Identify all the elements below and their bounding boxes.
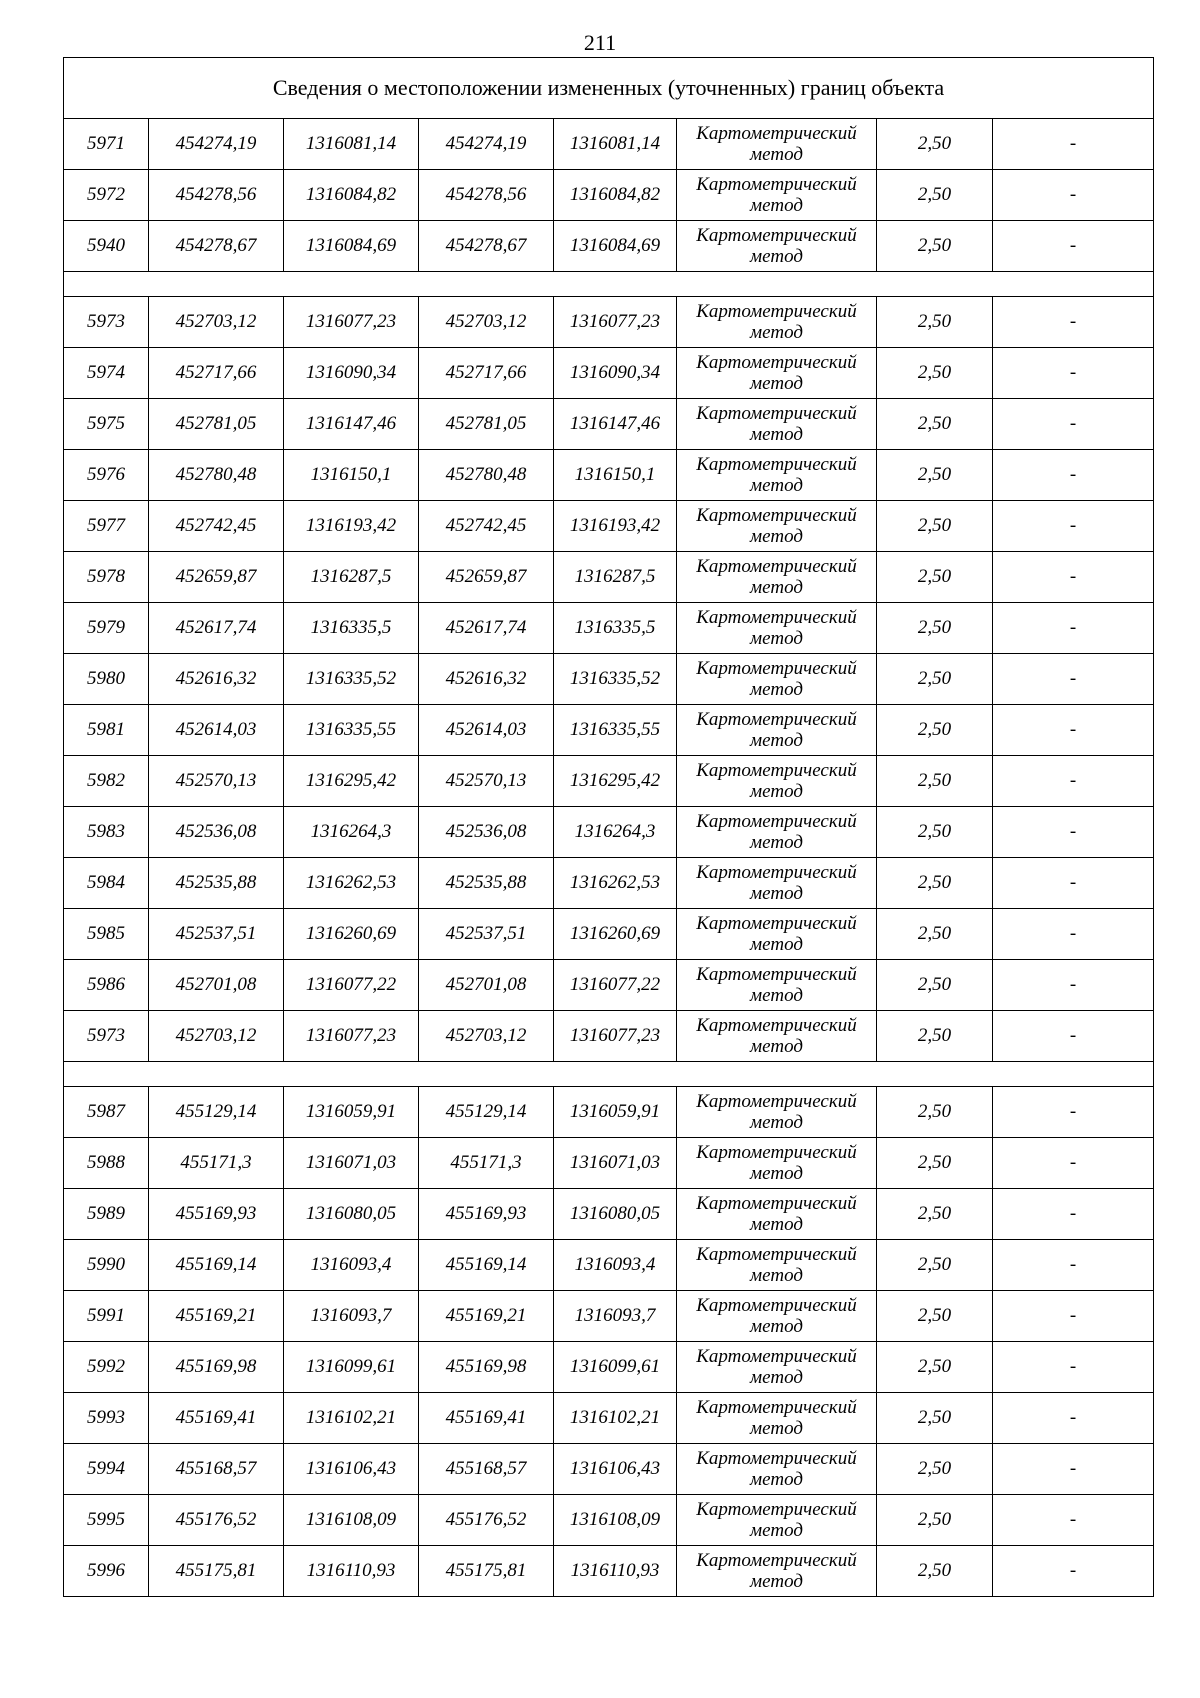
x-new-cell: 452535,88 [419, 858, 554, 909]
method-cell: Картометрический метод [677, 1495, 877, 1546]
method-cell: Картометрический метод [677, 450, 877, 501]
table-row [64, 603, 1154, 654]
y-new-cell: 1316077,23 [554, 297, 677, 348]
y-existing-cell: 1316084,69 [284, 221, 419, 272]
accuracy-cell: 2,50 [877, 1087, 993, 1138]
table-row [64, 1138, 1154, 1189]
x-existing-cell: 455169,93 [149, 1189, 284, 1240]
method-cell: Картометрический метод [677, 807, 877, 858]
note-cell: - [993, 1011, 1154, 1062]
x-new-cell: 455129,14 [419, 1087, 554, 1138]
note-cell: - [993, 1393, 1154, 1444]
method-cell: Картометрический метод [677, 603, 877, 654]
x-existing-cell: 454278,56 [149, 170, 284, 221]
contour-separator-row [64, 1062, 1154, 1087]
y-existing-cell: 1316106,43 [284, 1444, 419, 1495]
x-existing-cell: 452535,88 [149, 858, 284, 909]
x-existing-cell: 452659,87 [149, 552, 284, 603]
y-new-cell: 1316080,05 [554, 1189, 677, 1240]
x-new-cell: 455169,93 [419, 1189, 554, 1240]
x-existing-cell: 452536,08 [149, 807, 284, 858]
y-existing-cell: 1316335,5 [284, 603, 419, 654]
table-row [64, 221, 1154, 272]
method-cell: Картометрический метод [677, 1138, 877, 1189]
point-number-cell: 5980 [64, 654, 149, 705]
accuracy-cell: 2,50 [877, 756, 993, 807]
y-existing-cell: 1316099,61 [284, 1342, 419, 1393]
method-cell: Картометрический метод [677, 170, 877, 221]
y-existing-cell: 1316262,53 [284, 858, 419, 909]
y-existing-cell: 1316260,69 [284, 909, 419, 960]
note-cell: - [993, 1342, 1154, 1393]
x-existing-cell: 452717,66 [149, 348, 284, 399]
x-new-cell: 452617,74 [419, 603, 554, 654]
table-row [64, 297, 1154, 348]
accuracy-cell: 2,50 [877, 1189, 993, 1240]
accuracy-cell: 2,50 [877, 399, 993, 450]
accuracy-cell: 2,50 [877, 1495, 993, 1546]
method-cell: Картометрический метод [677, 960, 877, 1011]
x-existing-cell: 452617,74 [149, 603, 284, 654]
x-existing-cell: 452781,05 [149, 399, 284, 450]
accuracy-cell: 2,50 [877, 119, 993, 170]
y-new-cell: 1316090,34 [554, 348, 677, 399]
note-cell: - [993, 1087, 1154, 1138]
y-new-cell: 1316093,4 [554, 1240, 677, 1291]
x-new-cell: 452570,13 [419, 756, 554, 807]
table-row [64, 1393, 1154, 1444]
point-number-cell: 5976 [64, 450, 149, 501]
y-new-cell: 1316147,46 [554, 399, 677, 450]
note-cell: - [993, 170, 1154, 221]
y-new-cell: 1316110,93 [554, 1546, 677, 1597]
point-number-cell: 5978 [64, 552, 149, 603]
x-existing-cell: 452570,13 [149, 756, 284, 807]
y-new-cell: 1316335,52 [554, 654, 677, 705]
note-cell: - [993, 960, 1154, 1011]
x-existing-cell: 452701,08 [149, 960, 284, 1011]
boundary-coordinates-table [63, 57, 1154, 1597]
accuracy-cell: 2,50 [877, 654, 993, 705]
x-new-cell: 455169,14 [419, 1240, 554, 1291]
table-row [64, 1189, 1154, 1240]
x-existing-cell: 452742,45 [149, 501, 284, 552]
accuracy-cell: 2,50 [877, 450, 993, 501]
note-cell: - [993, 399, 1154, 450]
note-cell: - [993, 297, 1154, 348]
accuracy-cell: 2,50 [877, 807, 993, 858]
accuracy-cell: 2,50 [877, 1291, 993, 1342]
table-row [64, 170, 1154, 221]
method-cell: Картометрический метод [677, 501, 877, 552]
point-number-cell: 5984 [64, 858, 149, 909]
method-cell: Картометрический метод [677, 399, 877, 450]
x-new-cell: 452614,03 [419, 705, 554, 756]
y-new-cell: 1316093,7 [554, 1291, 677, 1342]
method-cell: Картометрический метод [677, 1011, 877, 1062]
y-existing-cell: 1316090,34 [284, 348, 419, 399]
table-row [64, 654, 1154, 705]
accuracy-cell: 2,50 [877, 909, 993, 960]
point-number-cell: 5971 [64, 119, 149, 170]
x-existing-cell: 452780,48 [149, 450, 284, 501]
x-new-cell: 452537,51 [419, 909, 554, 960]
x-new-cell: 452781,05 [419, 399, 554, 450]
note-cell: - [993, 858, 1154, 909]
y-existing-cell: 1316080,05 [284, 1189, 419, 1240]
table-caption: Сведения о местоположении измененных (уточненных) границ объекта [64, 58, 1154, 119]
y-existing-cell: 1316093,7 [284, 1291, 419, 1342]
x-new-cell: 452701,08 [419, 960, 554, 1011]
note-cell: - [993, 1444, 1154, 1495]
note-cell: - [993, 1240, 1154, 1291]
accuracy-cell: 2,50 [877, 1393, 993, 1444]
note-cell: - [993, 552, 1154, 603]
method-cell: Картометрический метод [677, 1546, 877, 1597]
x-new-cell: 455176,52 [419, 1495, 554, 1546]
y-existing-cell: 1316287,5 [284, 552, 419, 603]
note-cell: - [993, 1495, 1154, 1546]
accuracy-cell: 2,50 [877, 705, 993, 756]
y-existing-cell: 1316335,52 [284, 654, 419, 705]
x-new-cell: 452536,08 [419, 807, 554, 858]
table-row [64, 399, 1154, 450]
method-cell: Картометрический метод [677, 1087, 877, 1138]
y-new-cell: 1316262,53 [554, 858, 677, 909]
point-number-cell: 5988 [64, 1138, 149, 1189]
accuracy-cell: 2,50 [877, 1011, 993, 1062]
note-cell: - [993, 654, 1154, 705]
y-existing-cell: 1316335,55 [284, 705, 419, 756]
x-new-cell: 452703,12 [419, 297, 554, 348]
x-existing-cell: 452703,12 [149, 297, 284, 348]
x-new-cell: 454274,19 [419, 119, 554, 170]
point-number-cell: 5991 [64, 1291, 149, 1342]
x-existing-cell: 455171,3 [149, 1138, 284, 1189]
y-existing-cell: 1316193,42 [284, 501, 419, 552]
method-cell: Картометрический метод [677, 221, 877, 272]
table-row [64, 119, 1154, 170]
y-new-cell: 1316287,5 [554, 552, 677, 603]
note-cell: - [993, 348, 1154, 399]
y-new-cell: 1316108,09 [554, 1495, 677, 1546]
y-new-cell: 1316102,21 [554, 1393, 677, 1444]
point-number-cell: 5974 [64, 348, 149, 399]
y-new-cell: 1316260,69 [554, 909, 677, 960]
method-cell: Картометрический метод [677, 909, 877, 960]
x-new-cell: 452717,66 [419, 348, 554, 399]
x-new-cell: 455169,41 [419, 1393, 554, 1444]
table-row [64, 1240, 1154, 1291]
method-cell: Картометрический метод [677, 348, 877, 399]
x-existing-cell: 454274,19 [149, 119, 284, 170]
table-row [64, 1291, 1154, 1342]
note-cell: - [993, 1291, 1154, 1342]
y-new-cell: 1316335,5 [554, 603, 677, 654]
x-existing-cell: 452703,12 [149, 1011, 284, 1062]
method-cell: Картометрический метод [677, 1393, 877, 1444]
method-cell: Картометрический метод [677, 1240, 877, 1291]
x-existing-cell: 455176,52 [149, 1495, 284, 1546]
accuracy-cell: 2,50 [877, 603, 993, 654]
table-row [64, 348, 1154, 399]
method-cell: Картометрический метод [677, 1342, 877, 1393]
x-existing-cell: 455169,21 [149, 1291, 284, 1342]
table-row [64, 450, 1154, 501]
point-number-cell: 5975 [64, 399, 149, 450]
note-cell: - [993, 119, 1154, 170]
x-new-cell: 455175,81 [419, 1546, 554, 1597]
table-row [64, 1342, 1154, 1393]
y-new-cell: 1316099,61 [554, 1342, 677, 1393]
method-cell: Картометрический метод [677, 705, 877, 756]
y-existing-cell: 1316108,09 [284, 1495, 419, 1546]
y-new-cell: 1316071,03 [554, 1138, 677, 1189]
y-existing-cell: 1316150,1 [284, 450, 419, 501]
y-new-cell: 1316193,42 [554, 501, 677, 552]
y-existing-cell: 1316264,3 [284, 807, 419, 858]
point-number-cell: 5992 [64, 1342, 149, 1393]
point-number-cell: 5973 [64, 1011, 149, 1062]
x-new-cell: 455169,21 [419, 1291, 554, 1342]
note-cell: - [993, 450, 1154, 501]
x-new-cell: 452742,45 [419, 501, 554, 552]
x-existing-cell: 455169,14 [149, 1240, 284, 1291]
accuracy-cell: 2,50 [877, 221, 993, 272]
point-number-cell: 5986 [64, 960, 149, 1011]
method-cell: Картометрический метод [677, 119, 877, 170]
point-number-cell: 5995 [64, 1495, 149, 1546]
y-new-cell: 1316335,55 [554, 705, 677, 756]
y-new-cell: 1316081,14 [554, 119, 677, 170]
note-cell: - [993, 221, 1154, 272]
method-cell: Картометрический метод [677, 552, 877, 603]
table-row [64, 807, 1154, 858]
y-existing-cell: 1316077,23 [284, 297, 419, 348]
x-new-cell: 454278,56 [419, 170, 554, 221]
page-number: 211 [583, 30, 617, 55]
x-existing-cell: 455169,98 [149, 1342, 284, 1393]
y-existing-cell: 1316295,42 [284, 756, 419, 807]
table-row [64, 1546, 1154, 1597]
point-number-cell: 5983 [64, 807, 149, 858]
y-new-cell: 1316150,1 [554, 450, 677, 501]
x-new-cell: 452703,12 [419, 1011, 554, 1062]
y-new-cell: 1316106,43 [554, 1444, 677, 1495]
method-cell: Картометрический метод [677, 756, 877, 807]
table-row [64, 1087, 1154, 1138]
accuracy-cell: 2,50 [877, 348, 993, 399]
y-new-cell: 1316059,91 [554, 1087, 677, 1138]
x-new-cell: 455171,3 [419, 1138, 554, 1189]
accuracy-cell: 2,50 [877, 552, 993, 603]
point-number-cell: 5987 [64, 1087, 149, 1138]
table-row [64, 960, 1154, 1011]
y-existing-cell: 1316084,82 [284, 170, 419, 221]
point-number-cell: 5979 [64, 603, 149, 654]
y-existing-cell: 1316077,22 [284, 960, 419, 1011]
x-existing-cell: 455175,81 [149, 1546, 284, 1597]
point-number-cell: 5977 [64, 501, 149, 552]
accuracy-cell: 2,50 [877, 297, 993, 348]
point-number-cell: 5982 [64, 756, 149, 807]
y-existing-cell: 1316071,03 [284, 1138, 419, 1189]
note-cell: - [993, 501, 1154, 552]
accuracy-cell: 2,50 [877, 1240, 993, 1291]
table-row [64, 909, 1154, 960]
contour-separator-row [64, 272, 1154, 297]
accuracy-cell: 2,50 [877, 1546, 993, 1597]
x-existing-cell: 452616,32 [149, 654, 284, 705]
note-cell: - [993, 603, 1154, 654]
point-number-cell: 5990 [64, 1240, 149, 1291]
method-cell: Картометрический метод [677, 1444, 877, 1495]
x-new-cell: 455169,98 [419, 1342, 554, 1393]
method-cell: Картометрический метод [677, 297, 877, 348]
point-number-cell: 5981 [64, 705, 149, 756]
table-row [64, 756, 1154, 807]
x-new-cell: 454278,67 [419, 221, 554, 272]
y-existing-cell: 1316081,14 [284, 119, 419, 170]
note-cell: - [993, 1189, 1154, 1240]
note-cell: - [993, 1546, 1154, 1597]
x-existing-cell: 452614,03 [149, 705, 284, 756]
y-new-cell: 1316084,82 [554, 170, 677, 221]
point-number-cell: 5940 [64, 221, 149, 272]
accuracy-cell: 2,50 [877, 858, 993, 909]
y-existing-cell: 1316093,4 [284, 1240, 419, 1291]
y-new-cell: 1316264,3 [554, 807, 677, 858]
y-new-cell: 1316295,42 [554, 756, 677, 807]
x-new-cell: 452780,48 [419, 450, 554, 501]
method-cell: Картометрический метод [677, 654, 877, 705]
point-number-cell: 5973 [64, 297, 149, 348]
y-new-cell: 1316084,69 [554, 221, 677, 272]
point-number-cell: 5972 [64, 170, 149, 221]
table-row [64, 552, 1154, 603]
y-existing-cell: 1316110,93 [284, 1546, 419, 1597]
table-row [64, 1444, 1154, 1495]
x-existing-cell: 455168,57 [149, 1444, 284, 1495]
y-new-cell: 1316077,22 [554, 960, 677, 1011]
y-existing-cell: 1316077,23 [284, 1011, 419, 1062]
y-existing-cell: 1316147,46 [284, 399, 419, 450]
x-new-cell: 452659,87 [419, 552, 554, 603]
note-cell: - [993, 1138, 1154, 1189]
accuracy-cell: 2,50 [877, 1444, 993, 1495]
method-cell: Картометрический метод [677, 1291, 877, 1342]
method-cell: Картометрический метод [677, 858, 877, 909]
table-row [64, 858, 1154, 909]
accuracy-cell: 2,50 [877, 501, 993, 552]
x-existing-cell: 455169,41 [149, 1393, 284, 1444]
point-number-cell: 5985 [64, 909, 149, 960]
x-existing-cell: 452537,51 [149, 909, 284, 960]
table-row [64, 1011, 1154, 1062]
point-number-cell: 5994 [64, 1444, 149, 1495]
x-existing-cell: 455129,14 [149, 1087, 284, 1138]
table-row [64, 501, 1154, 552]
note-cell: - [993, 756, 1154, 807]
point-number-cell: 5993 [64, 1393, 149, 1444]
x-existing-cell: 454278,67 [149, 221, 284, 272]
note-cell: - [993, 909, 1154, 960]
y-existing-cell: 1316059,91 [284, 1087, 419, 1138]
note-cell: - [993, 807, 1154, 858]
y-existing-cell: 1316102,21 [284, 1393, 419, 1444]
table-row [64, 705, 1154, 756]
table-row [64, 1495, 1154, 1546]
point-number-cell: 5996 [64, 1546, 149, 1597]
accuracy-cell: 2,50 [877, 170, 993, 221]
x-new-cell: 455168,57 [419, 1444, 554, 1495]
accuracy-cell: 2,50 [877, 960, 993, 1011]
y-new-cell: 1316077,23 [554, 1011, 677, 1062]
method-cell: Картометрический метод [677, 1189, 877, 1240]
note-cell: - [993, 705, 1154, 756]
accuracy-cell: 2,50 [877, 1138, 993, 1189]
x-new-cell: 452616,32 [419, 654, 554, 705]
accuracy-cell: 2,50 [877, 1342, 993, 1393]
point-number-cell: 5989 [64, 1189, 149, 1240]
